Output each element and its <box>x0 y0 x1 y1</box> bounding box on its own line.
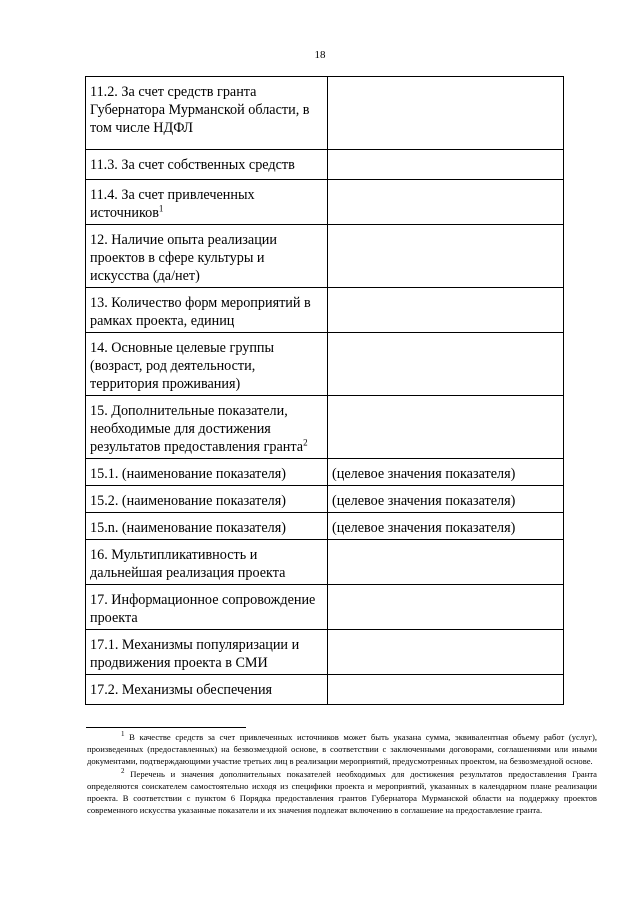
row-value-cell[interactable] <box>328 150 564 180</box>
table-row <box>86 396 564 459</box>
footnote-2 <box>87 768 597 817</box>
row-value-cell[interactable] <box>328 180 564 225</box>
row-label: 15. Дополнительные показатели, необходимые для достижения результатов предоставления гранта <box>90 403 304 455</box>
row-label-cell <box>86 77 328 150</box>
table-row <box>86 333 564 396</box>
table-row <box>86 225 564 288</box>
footnotes <box>87 731 597 816</box>
table-row <box>86 675 564 705</box>
page-number: 18 <box>314 49 326 61</box>
row-value-cell[interactable] <box>328 513 564 540</box>
row-label: 15.n. (наименование показателя) <box>90 520 286 536</box>
row-value-cell[interactable] <box>328 396 564 459</box>
row-label: 11.4. За счет привлеченных источников <box>90 187 255 221</box>
row-label-cell <box>86 333 328 396</box>
row-label-cell <box>86 396 328 459</box>
row-label-cell <box>86 675 328 705</box>
table-row <box>86 513 564 540</box>
row-label: 17.2. Механизмы обеспечения <box>90 682 273 698</box>
footnote-reference: 2 <box>303 437 308 448</box>
row-label: 15.1. (наименование показателя) <box>90 466 286 482</box>
footnote-text: В качестве средств за счет привлеченных источников может быть указана сумма, эквивалентная объему работ (услуг), произведенных (предоставленных) на безвозмездной основе, в соответствии с заключенными договорами, соглашениями или иными документами, подтверждающими участие третьих лиц в реализации мероприятий, предусмотренных проектом, на безвозмездной основе. <box>87 732 597 767</box>
table-row <box>86 459 564 486</box>
row-label-cell <box>86 540 328 585</box>
row-label-cell <box>86 225 328 288</box>
row-label: 17. Информационное сопровождение проекта <box>90 592 316 626</box>
row-label-cell <box>86 630 328 675</box>
row-label-cell <box>86 486 328 513</box>
application-form-table <box>85 76 564 705</box>
table-row <box>86 180 564 225</box>
row-label-cell <box>86 150 328 180</box>
row-label: 16. Мультипликативность и дальнейшая реализация проекта <box>90 547 286 581</box>
row-value-cell[interactable] <box>328 630 564 675</box>
row-value: (целевое значения показателя) <box>332 493 516 509</box>
row-value-cell[interactable] <box>328 585 564 630</box>
footnote-mark: 1 <box>121 730 125 739</box>
row-value: (целевое значения показателя) <box>332 466 516 482</box>
row-value-cell[interactable] <box>328 77 564 150</box>
table-row <box>86 486 564 513</box>
footnote-mark: 2 <box>121 766 125 775</box>
row-value-cell[interactable] <box>328 540 564 585</box>
row-label: 13. Количество форм мероприятий в рамках проекта, единиц <box>90 295 311 329</box>
table-row <box>86 288 564 333</box>
row-label-cell <box>86 513 328 540</box>
row-label: 14. Основные целевые группы (возраст, род деятельности, территория проживания) <box>90 340 275 392</box>
row-value-cell[interactable] <box>328 486 564 513</box>
footnote-separator <box>86 727 246 728</box>
row-value-cell[interactable] <box>328 675 564 705</box>
table-row <box>86 585 564 630</box>
row-value-cell[interactable] <box>328 225 564 288</box>
row-label-cell <box>86 585 328 630</box>
row-label: 17.1. Механизмы популяризации и продвижения проекта в СМИ <box>90 637 300 671</box>
footnote-text: Перечень и значения дополнительных показателей необходимых для достижения результатов предоставления Гранта определяются соискателем самостоятельно исходя из специфики проекта и мероприятий, указанных в календарном плане реализации проекта. В соответствии с пунктом 6 Порядка предоставления грантов Губернатора Мурманской области на поддержку проектов современного искусства указанные показатели и их значения подлежат включению в соглашение на предоставление гранта. <box>87 768 597 816</box>
footnote-1 <box>87 731 597 768</box>
table-body <box>86 77 564 705</box>
table-row <box>86 77 564 150</box>
row-value-cell[interactable] <box>328 333 564 396</box>
row-label: 12. Наличие опыта реализации проектов в сфере культуры и искусства (да/нет) <box>90 232 277 284</box>
row-label-cell <box>86 288 328 333</box>
table-row <box>86 630 564 675</box>
table-row <box>86 540 564 585</box>
row-label: 15.2. (наименование показателя) <box>90 493 286 509</box>
footnote-reference: 1 <box>158 203 164 214</box>
table-row <box>86 150 564 180</box>
row-label-cell <box>86 180 328 225</box>
row-value-cell[interactable] <box>328 288 564 333</box>
row-label: 11.2. За счет средств гранта Губернатора Мурманской области, в том числе НДФЛ <box>90 84 310 136</box>
row-value: (целевое значения показателя) <box>332 520 516 536</box>
row-value-cell[interactable] <box>328 459 564 486</box>
row-label: 11.3. За счет собственных средств <box>90 157 295 173</box>
row-label-cell <box>86 459 328 486</box>
